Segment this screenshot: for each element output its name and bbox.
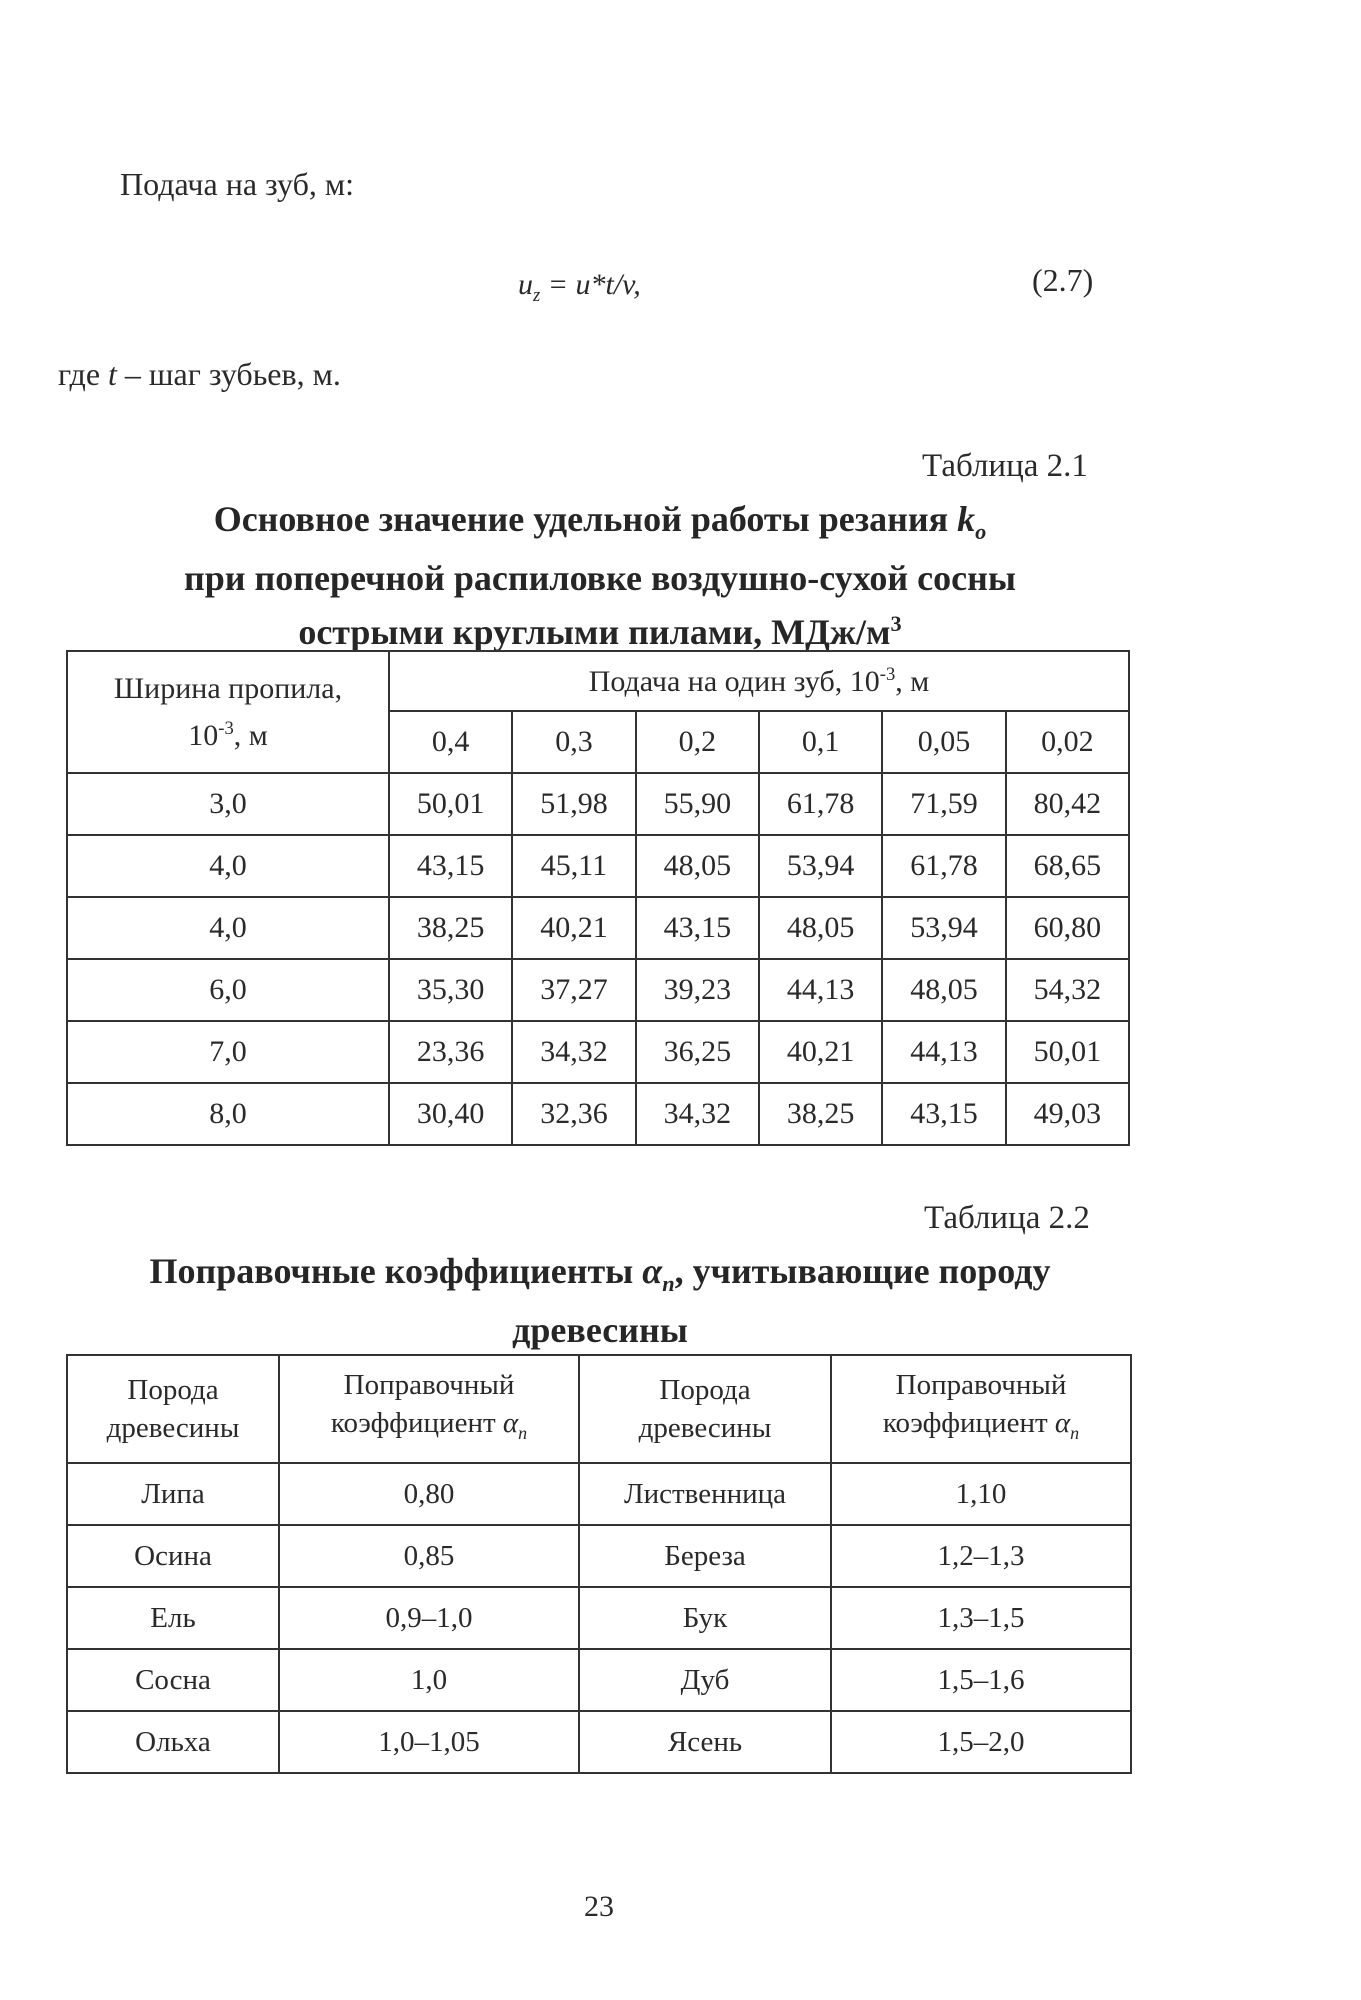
formula-lhs-sub: z <box>533 285 541 306</box>
table2-title-post: , учитывающие породу <box>674 1251 1051 1291</box>
formula-number: (2.7) <box>1032 262 1094 298</box>
table1-header-feed-exp: -3 <box>879 663 896 685</box>
table1-row-width: 4,0 <box>67 897 389 959</box>
where-var: t <box>108 356 117 392</box>
table2-title-line2: древесины <box>512 1310 688 1351</box>
table-row <box>67 773 1129 835</box>
table1-cell: 53,94 <box>882 897 1005 959</box>
table2-header-coef-2-var: α <box>1054 1407 1071 1440</box>
table1-col-header: 0,02 <box>1006 711 1129 773</box>
table-row <box>67 1525 1131 1587</box>
table1-header-width-base: 10 <box>188 718 219 752</box>
table2-header-coef <box>279 1355 579 1463</box>
table1-cell: 43,15 <box>636 897 759 959</box>
table1-cell: 39,23 <box>636 959 759 1021</box>
table2-header-species <box>67 1355 279 1463</box>
table1-cell: 55,90 <box>636 773 759 835</box>
table2-coef: 1,0–1,05 <box>279 1711 579 1773</box>
table1-header-feed-unit: , м <box>895 664 930 698</box>
table1-title-var: k <box>957 499 976 539</box>
table2-species: Липа <box>67 1463 279 1525</box>
table1-cell: 50,01 <box>389 773 512 835</box>
table1-row-width: 3,0 <box>67 773 389 835</box>
table-row <box>67 897 1129 959</box>
table1-header-row-1 <box>67 651 1129 711</box>
table-row <box>67 835 1129 897</box>
table1-col-header: 0,05 <box>882 711 1005 773</box>
table2-species: Бук <box>579 1587 831 1649</box>
table1-cell: 80,42 <box>1006 773 1129 835</box>
table2-species: Береза <box>579 1525 831 1587</box>
table1-cell: 32,36 <box>512 1083 635 1145</box>
table2-header-coef-2-line2 <box>832 1404 1130 1452</box>
table1-cell: 44,13 <box>759 959 882 1021</box>
table1-header-width <box>67 651 389 773</box>
table1-row-width: 4,0 <box>67 835 389 897</box>
table1-title-sup: 3 <box>890 611 902 637</box>
table2-header-coef-2-text: коэффициент <box>882 1407 1055 1440</box>
table1-cell: 45,11 <box>512 835 635 897</box>
where-rest: – шаг зубьев, м. <box>116 356 341 392</box>
table1-title-line2: при поперечной распиловке воздушно-сухой сосны <box>184 558 1016 599</box>
table1-cell: 51,98 <box>512 773 635 835</box>
table1-header-width-line2 <box>68 709 388 756</box>
where-clause <box>58 358 341 390</box>
table1-cell: 38,25 <box>759 1083 882 1145</box>
formula-rhs: = u*t/v, <box>540 268 641 301</box>
table1-cell: 37,27 <box>512 959 635 1021</box>
table2-header-coef-line1: Поправочный <box>343 1369 515 1402</box>
table1-title <box>60 496 1140 655</box>
table1-cell: 54,32 <box>1006 959 1129 1021</box>
table1-cell: 35,30 <box>389 959 512 1021</box>
table1-header-width-line1: Ширина пропила, <box>113 671 343 705</box>
table1-cell: 36,25 <box>636 1021 759 1083</box>
table1-cell: 43,15 <box>882 1083 1005 1145</box>
table2-header-coef-2 <box>831 1355 1131 1463</box>
table2-species: Сосна <box>67 1649 279 1711</box>
table1-cell: 50,01 <box>1006 1021 1129 1083</box>
table1-col-header: 0,3 <box>512 711 635 773</box>
table2-species: Осина <box>67 1525 279 1587</box>
table1-caption: Таблица 2.1 <box>922 448 1088 484</box>
table2-header-row <box>67 1355 1131 1463</box>
table1-col-header: 0,2 <box>636 711 759 773</box>
table1-title-var-sub: o <box>975 519 987 545</box>
table2-species: Лиственница <box>579 1463 831 1525</box>
table2-coef: 0,85 <box>279 1525 579 1587</box>
table-row <box>67 1587 1131 1649</box>
table2-title-line1 <box>60 1248 1140 1307</box>
table2-coef: 1,2–1,3 <box>831 1525 1131 1587</box>
table1-title-line1-text: Основное значение удельной работы резания <box>213 499 958 539</box>
table2-caption: Таблица 2.2 <box>924 1200 1090 1236</box>
intro-text: Подача на зуб, м: <box>120 166 354 202</box>
table1-title-line3-text: острыми круглыми пилами, МДж/м <box>298 612 891 653</box>
table1-cell: 61,78 <box>759 773 882 835</box>
table2-coef: 0,9–1,0 <box>279 1587 579 1649</box>
table2 <box>66 1354 1132 1774</box>
table-row <box>67 1711 1131 1773</box>
table2-header-species-2-line2: древесины <box>638 1412 772 1444</box>
table2-header-coef-2-sub: п <box>1070 1422 1080 1443</box>
table2-title <box>60 1248 1140 1353</box>
table1 <box>66 650 1130 1146</box>
table2-header-coef-var: α <box>502 1407 519 1440</box>
table2-header-coef-2-line1: Поправочный <box>895 1369 1067 1402</box>
formula-2-7 <box>518 268 641 307</box>
table1-row-width: 8,0 <box>67 1083 389 1145</box>
page-number: 23 <box>584 1890 614 1923</box>
table2-species: Ель <box>67 1587 279 1649</box>
table-row <box>67 1021 1129 1083</box>
table1-cell: 68,65 <box>1006 835 1129 897</box>
table1-cell: 48,05 <box>759 897 882 959</box>
table2-title-pre: Поправочные коэффициенты <box>149 1251 643 1291</box>
table2-title-var: α <box>642 1251 663 1291</box>
table1-cell: 23,36 <box>389 1021 512 1083</box>
table1-col-header: 0,4 <box>389 711 512 773</box>
table1-header-width-exp: -3 <box>218 717 234 739</box>
table2-header-species-line1: Порода <box>127 1374 219 1406</box>
table1-cell: 40,21 <box>759 1021 882 1083</box>
table2-coef: 1,10 <box>831 1463 1131 1525</box>
table1-header-feed-text: Подача на один зуб, 10 <box>588 664 880 698</box>
table2-header-coef-sub: п <box>518 1422 528 1443</box>
table1-cell: 48,05 <box>636 835 759 897</box>
table1-header-width-unit: , м <box>233 718 268 752</box>
table2-coef: 1,3–1,5 <box>831 1587 1131 1649</box>
table2-header-species-line2: древесины <box>106 1412 240 1444</box>
table1-title-line1 <box>60 496 1140 555</box>
table1-cell: 43,15 <box>389 835 512 897</box>
table2-coef: 0,80 <box>279 1463 579 1525</box>
table1-cell: 48,05 <box>882 959 1005 1021</box>
table1-cell: 49,03 <box>1006 1083 1129 1145</box>
intro-paragraph <box>120 168 354 200</box>
table1-col-header: 0,1 <box>759 711 882 773</box>
table1-cell: 34,32 <box>512 1021 635 1083</box>
table1-cell: 61,78 <box>882 835 1005 897</box>
table-row <box>67 959 1129 1021</box>
table1-cell: 40,21 <box>512 897 635 959</box>
table2-title-var-sub: п <box>662 1271 675 1297</box>
table2-coef: 1,5–2,0 <box>831 1711 1131 1773</box>
table1-cell: 38,25 <box>389 897 512 959</box>
table-row <box>67 1463 1131 1525</box>
table1-row-width: 6,0 <box>67 959 389 1021</box>
table2-coef: 1,5–1,6 <box>831 1649 1131 1711</box>
table1-cell: 53,94 <box>759 835 882 897</box>
table2-header-coef-text: коэффициент <box>330 1407 503 1440</box>
table1-cell: 71,59 <box>882 773 1005 835</box>
table-row <box>67 1649 1131 1711</box>
table1-cell: 30,40 <box>389 1083 512 1145</box>
table1-header-feed <box>389 651 1129 711</box>
table2-species: Дуб <box>579 1649 831 1711</box>
formula-lhs: u <box>518 268 533 301</box>
table2-header-species-2 <box>579 1355 831 1463</box>
table2-species: Ольха <box>67 1711 279 1773</box>
table1-row-width: 7,0 <box>67 1021 389 1083</box>
table2-header-species-2-line1: Порода <box>659 1374 751 1406</box>
table2-species: Ясень <box>579 1711 831 1773</box>
table1-cell: 60,80 <box>1006 897 1129 959</box>
where-prefix: где <box>58 356 109 392</box>
table2-header-coef-line2 <box>280 1404 578 1452</box>
table2-coef: 1,0 <box>279 1649 579 1711</box>
table1-cell: 34,32 <box>636 1083 759 1145</box>
table1-cell: 44,13 <box>882 1021 1005 1083</box>
table-row <box>67 1083 1129 1145</box>
table1-title-line3 <box>60 601 1140 655</box>
